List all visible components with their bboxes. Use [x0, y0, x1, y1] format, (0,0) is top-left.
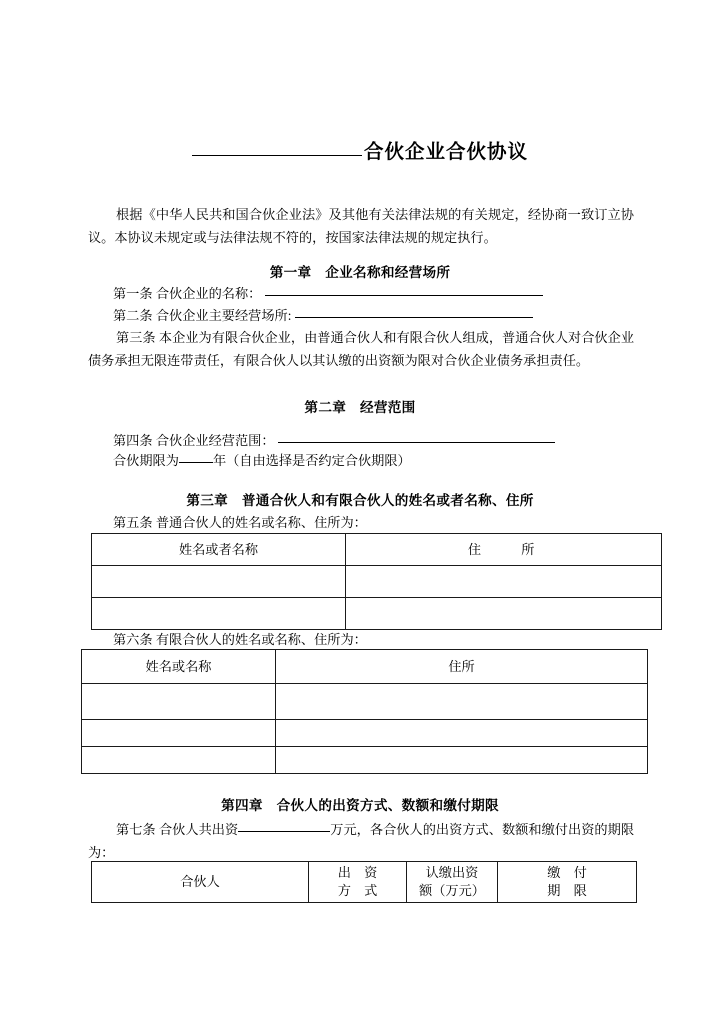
clause-5 [113, 512, 367, 534]
chapter-4-heading: 第四章 合伙人的出资方式、数额和缴付期限 [221, 798, 499, 813]
partnership-term-blank-field[interactable] [179, 462, 213, 463]
contribution-method-line1: 出 资 [337, 865, 378, 880]
clause-1 [113, 283, 543, 305]
payment-deadline-line1: 缴 付 [547, 865, 587, 880]
chapter-3-heading: 第三章 普通合伙人和有限合伙人的姓名或者名称、住所 [186, 493, 534, 508]
clause-6-text: 有限合伙人的姓名或名称、住所为： [155, 632, 367, 647]
clause-3-text: 本企业为有限合伙企业，由普通合伙人和有限合伙人组成，普通合伙人对合伙企业债务承担无限连带责任，有限合伙人以其认缴的出资额为限对合伙企业债务承担责任。 [88, 330, 635, 368]
clause-7-suffix: 万元，各合伙人的出资方式、数额和缴付出资的期限为： [88, 822, 635, 860]
clause-5-label: 第五条 [113, 515, 153, 530]
table-row[interactable] [82, 720, 648, 747]
table-cell-name[interactable] [92, 566, 346, 598]
table-cell-name[interactable] [82, 747, 276, 774]
clause-3-label: 第三条 [116, 330, 156, 345]
clause-1-text: 合伙企业的名称： [155, 286, 262, 301]
table-row[interactable] [92, 598, 662, 630]
table-header-cell-contribution-method [309, 862, 407, 903]
page-title [0, 136, 720, 164]
clause-4-blank-field[interactable] [278, 442, 555, 443]
table-header-cell-partner [92, 862, 309, 903]
table-header-cell-address: 住 所 [346, 534, 662, 566]
table-cell-address[interactable] [276, 747, 648, 774]
table-cell-name[interactable] [82, 684, 276, 720]
table-cell-address[interactable] [276, 720, 648, 747]
payment-deadline-line2: 期 限 [547, 883, 587, 898]
clause-3 [88, 326, 634, 372]
clause-2 [113, 305, 533, 327]
table-cell-name[interactable] [92, 598, 346, 630]
clause-6 [113, 629, 367, 651]
table-cell-address[interactable] [276, 684, 648, 720]
chapter-2-heading: 第二章 经营范围 [304, 400, 416, 415]
table-cell-address[interactable] [346, 598, 662, 630]
clause-2-text: 合伙企业主要经营场所: [155, 308, 292, 323]
contribution-method-line2: 方 式 [337, 883, 378, 898]
clause-4-label: 第四条 [113, 433, 153, 448]
table-header-row [92, 534, 662, 566]
contribution-table [91, 861, 637, 903]
clause-2-label: 第二条 [113, 308, 153, 323]
clause-4 [113, 430, 555, 452]
clause-7 [88, 818, 634, 864]
table-header-partner-line1: 合伙人 [180, 874, 220, 889]
page-title-text: 合伙企业合伙协议 [363, 142, 528, 163]
limited-partners-table [81, 649, 648, 774]
clause-7-prefix: 合伙人共出资 [158, 822, 239, 837]
table-header-cell-subscribed-amount [407, 862, 498, 903]
partnership-term-prefix: 合伙期限为 [113, 453, 179, 468]
clause-1-blank-field[interactable] [265, 295, 543, 296]
table-row[interactable] [82, 684, 648, 720]
table-cell-address[interactable] [346, 566, 662, 598]
table-cell-name[interactable] [82, 720, 276, 747]
table-header-row [92, 862, 637, 903]
subscribed-amount-line2: 额（万元） [419, 883, 485, 898]
table-row[interactable] [82, 747, 648, 774]
table-header-cell-address: 住所 [276, 650, 648, 684]
partnership-term-line [113, 450, 411, 472]
clause-4-text: 合伙企业经营范围： [155, 433, 275, 448]
table-header-cell-name: 姓名或名称 [82, 650, 276, 684]
table-header-cell-payment-deadline [498, 862, 637, 903]
table-row[interactable] [92, 566, 662, 598]
clause-5-text: 普通合伙人的姓名或名称、住所为： [155, 515, 367, 530]
clause-2-blank-field[interactable] [295, 317, 533, 318]
subscribed-amount-line1: 认缴出资 [425, 865, 479, 880]
clause-1-label: 第一条 [113, 286, 153, 301]
table-header-cell-name: 姓名或者名称 [92, 534, 346, 566]
partnership-term-suffix: 年（自由选择是否约定合伙期限） [212, 453, 411, 468]
clause-7-label: 第七条 [116, 822, 156, 837]
chapter-1-heading: 第一章 企业名称和经营场所 [269, 265, 451, 280]
clause-7-amount-blank-field[interactable] [238, 831, 330, 832]
table-header-row [82, 650, 648, 684]
clause-6-label: 第六条 [113, 632, 153, 647]
general-partners-table [91, 533, 662, 630]
title-blank-field[interactable] [192, 155, 362, 156]
preamble-paragraph: 根据《中华人民共和国合伙企业法》及其他有关法律法规的有关规定，经协商一致订立协议。本协议未规定或与法律法规不符的，按国家法律法规的规定执行。 [88, 207, 634, 245]
